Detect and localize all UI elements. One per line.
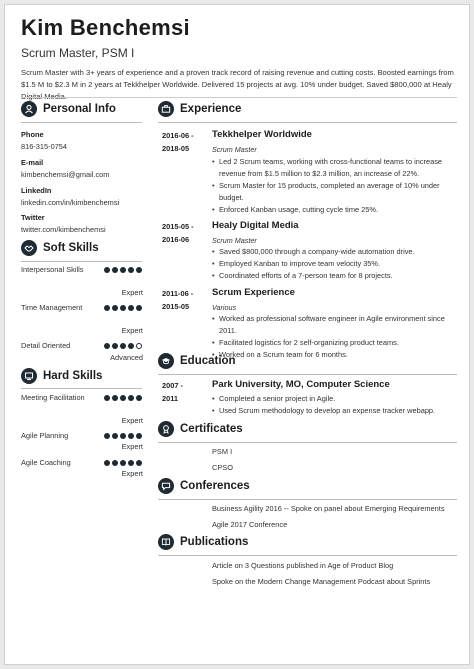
skill-level: Expert	[121, 469, 143, 478]
job-company: Tekkhelper Worldwide	[212, 129, 312, 140]
job-role: Various	[212, 303, 237, 312]
rating-dot-filled	[104, 395, 110, 401]
graduation-cap-icon	[158, 353, 174, 369]
rating-dot-filled	[112, 267, 118, 273]
job-bullets	[212, 246, 460, 282]
monitor-icon	[21, 368, 37, 384]
rating-dot-filled	[104, 343, 110, 349]
skill-rating-dots	[104, 395, 142, 401]
summary-paragraph: Scrum Master with 3+ years of experience and a proven track record of raising revenue and cutting costs. Boosted earnings from $1.5 M to $2.3 M in 2 years at Tekkhelper Worldwide. Delivered 15 projects at avg. 10% under budget. Saved $800,000 at Healy	[21, 68, 454, 89]
rating-dot-filled	[136, 395, 142, 401]
personal-info-heading: Personal Info	[21, 101, 116, 117]
skill-name: Meeting Facilitation	[21, 393, 85, 402]
rating-dot-filled	[128, 460, 134, 466]
section-divider	[21, 122, 142, 123]
list-item: • Enforced Kanban usage, cutting cycle time 25%.	[212, 204, 460, 216]
skill-level: Expert	[121, 442, 143, 451]
skill-name: Interpersonal Skills	[21, 265, 84, 274]
handshake-icon	[21, 240, 37, 256]
job-date-range: 2011-06 - 2015-05	[162, 289, 194, 311]
speech-bubble-icon	[158, 478, 174, 494]
email-label: E-mail	[21, 158, 44, 167]
skill-name: Agile Planning	[21, 431, 69, 440]
rating-dot-filled	[120, 267, 126, 273]
rating-dot-filled	[128, 305, 134, 311]
rating-dot-filled	[112, 460, 118, 466]
rating-dot-filled	[112, 305, 118, 311]
rating-dot-filled	[120, 460, 126, 466]
header-divider	[21, 97, 457, 98]
rating-dot-filled	[120, 305, 126, 311]
list-item: • Led 2 Scrum teams, working with cross-functional teams to increase revenue from $1.5 million to $2.3 million, an increase of 22%.	[212, 156, 460, 180]
publications-heading: Publications	[158, 534, 248, 550]
section-divider	[21, 261, 142, 262]
rating-dot-filled	[104, 460, 110, 466]
rating-dot-filled	[120, 343, 126, 349]
conferences-heading: Conferences	[158, 478, 250, 494]
skill-level: Expert	[121, 326, 143, 335]
twitter-value[interactable]: twitter.com/kimbenchemsi	[21, 225, 106, 234]
list-item: • Worked on a Scrum team for 6 months.	[212, 349, 460, 361]
job-bullets	[212, 156, 460, 216]
rating-dot-filled	[104, 433, 110, 439]
certificates-heading: Certificates	[158, 421, 243, 437]
skill-name: Agile Coaching	[21, 458, 71, 467]
job-role: Scrum Master	[212, 236, 257, 245]
section-divider	[158, 555, 457, 556]
resume-page	[4, 4, 470, 665]
skill-rating-dots	[104, 460, 142, 466]
section-divider	[158, 442, 457, 443]
list-item: • Saved $800,000 through a company-wide automation drive.	[212, 246, 460, 258]
rating-dot-filled	[104, 267, 110, 273]
publication-item: Article on 3 Questions published in Age of Product Blog	[212, 561, 394, 570]
skill-rating-dots	[104, 267, 142, 273]
email-value[interactable]: kimbenchemsi@gmail.com	[21, 170, 110, 179]
experience-heading: Experience	[158, 101, 241, 117]
education-heading: Education	[158, 353, 236, 369]
hard-skills-heading: Hard Skills	[21, 368, 102, 384]
briefcase-icon	[158, 101, 174, 117]
skill-name: Time Management	[21, 303, 83, 312]
conference-item: Business Agility 2016 -- Spoke on panel about Emerging Requirements	[212, 504, 445, 513]
job-role: Scrum Master	[212, 145, 257, 154]
rating-dot-filled	[112, 395, 118, 401]
linkedin-label: LinkedIn	[21, 186, 52, 195]
book-icon	[158, 534, 174, 550]
certificate-item: CPSO	[212, 463, 233, 472]
rating-dot-filled	[136, 460, 142, 466]
skill-name: Detail Oriented	[21, 341, 71, 350]
skill-level: Expert	[121, 416, 143, 425]
job-bullets	[212, 313, 460, 361]
phone-label: Phone	[21, 130, 44, 139]
list-item: • Scrum Master for 15 products, completed an average of 10% under budget.	[212, 180, 460, 204]
skill-rating-dots	[104, 343, 142, 349]
rating-dot-filled	[112, 343, 118, 349]
twitter-label: Twitter	[21, 213, 45, 222]
list-item: • Facilitated logistics for 2 self-organizing product teams.	[212, 337, 460, 349]
skill-level: Expert	[121, 288, 143, 297]
list-item: • Coordinated efforts of a 7-person team for 8 projects.	[212, 270, 460, 282]
list-item: • Used Scrum methodology to develop an expense tracker webapp.	[212, 405, 460, 417]
rating-dot-filled	[128, 267, 134, 273]
rating-dot-filled	[128, 395, 134, 401]
job-date-range: 2016-06 - 2018-05	[162, 131, 194, 153]
list-item: • Worked as professional software engineer in Agile environment since 2011.	[212, 313, 460, 337]
education-school: Park University, MO, Computer Science	[212, 379, 390, 390]
skill-rating-dots	[104, 433, 142, 439]
publication-item: Spoke on the Modern Change Management Podcast about Sprints	[212, 577, 431, 586]
rating-dot-filled	[128, 343, 134, 349]
linkedin-value[interactable]: linkedin.com/in/kimbenchemsi	[21, 198, 120, 207]
rating-dot-filled	[136, 305, 142, 311]
conference-item: Agile 2017 Conference	[212, 520, 288, 529]
rating-dot-filled	[128, 433, 134, 439]
rating-dot-filled	[120, 433, 126, 439]
section-divider	[158, 499, 457, 500]
rating-dot-filled	[136, 433, 142, 439]
section-divider	[21, 388, 142, 389]
soft-skills-heading: Soft Skills	[21, 240, 99, 256]
list-item: • Employed Kanban to improve team velocity 35%.	[212, 258, 460, 270]
section-divider	[158, 122, 457, 123]
certificate-icon	[158, 421, 174, 437]
section-divider	[158, 374, 457, 375]
candidate-title: Scrum Master, PSM I	[21, 46, 135, 60]
rating-dot-filled	[104, 305, 110, 311]
job-company: Healy Digital Media	[212, 220, 299, 231]
education-date-range: 2007 - 2011	[162, 381, 183, 403]
job-date-range: 2015-05 - 2016-06	[162, 222, 194, 244]
education-bullets	[212, 393, 460, 417]
certificate-item: PSM I	[212, 447, 233, 456]
candidate-name: Kim Benchemsi	[21, 15, 190, 40]
rating-dot-empty	[136, 343, 142, 349]
person-icon	[21, 101, 37, 117]
skill-level: Advanced	[110, 353, 143, 362]
rating-dot-filled	[120, 395, 126, 401]
list-item: • Completed a senior project in Agile.	[212, 393, 460, 405]
skill-rating-dots	[104, 305, 142, 311]
job-company: Scrum Experience	[212, 287, 295, 298]
rating-dot-filled	[112, 433, 118, 439]
rating-dot-filled	[136, 267, 142, 273]
phone-value[interactable]: 816-315-0754	[21, 142, 68, 151]
